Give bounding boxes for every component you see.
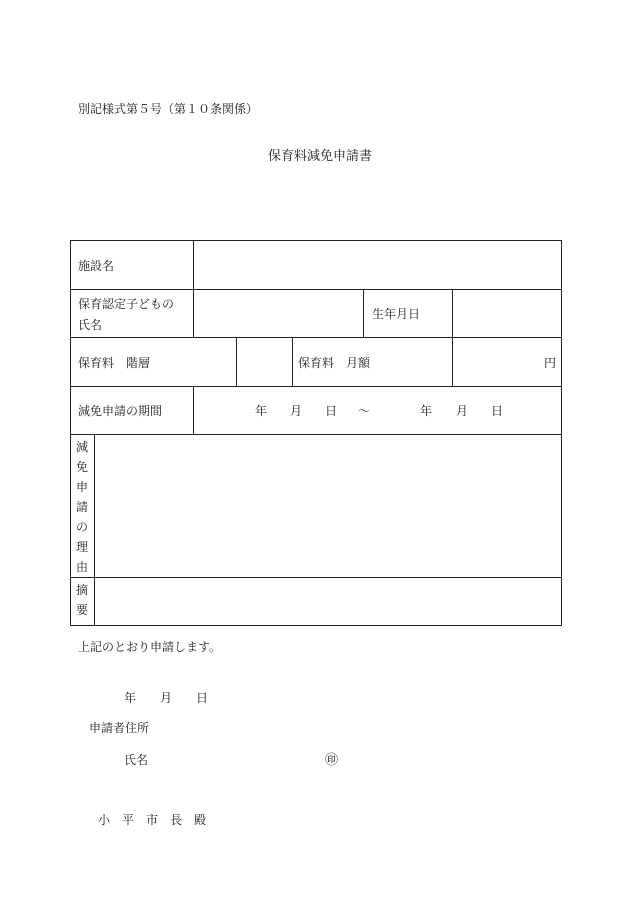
period-label: 減免申請の期間	[78, 404, 163, 418]
date-year: 年	[124, 691, 137, 705]
date-day: 日	[196, 691, 209, 705]
child-name-label-line1: 保育認定子どもの	[78, 297, 175, 311]
facility-name-field[interactable]	[198, 244, 558, 286]
declaration-text: 上記のとおり申請します。	[78, 640, 222, 654]
child-name-label-line2: 氏名	[78, 318, 103, 332]
period-field[interactable]	[198, 389, 558, 431]
date-month: 月	[160, 691, 173, 705]
facility-name-label: 施設名	[78, 259, 115, 273]
seal-mark: ㊞	[325, 753, 339, 768]
reason-label: 減 免 申 請 の 理 由	[75, 440, 88, 574]
period-month-2: 月	[456, 404, 469, 418]
birthdate-field[interactable]	[456, 292, 558, 334]
fee-monthly-field[interactable]	[456, 340, 558, 383]
addressee: 小平市長殿	[98, 813, 219, 827]
period-year-1: 年	[255, 404, 268, 418]
period-month-1: 月	[290, 404, 303, 418]
remarks-field[interactable]	[98, 580, 558, 622]
fee-tier-label: 保育料 階層	[78, 356, 151, 370]
page-title: 保育料減免申請書	[268, 149, 373, 164]
form-number: 別記様式第５号（第１０条関係）	[78, 102, 259, 116]
period-year-2: 年	[420, 404, 433, 418]
reason-field[interactable]	[98, 437, 558, 574]
remarks-label: 摘 要	[75, 583, 88, 617]
yen-unit: 円	[544, 356, 557, 370]
period-day-2: 日	[491, 404, 504, 418]
applicant-address-label: 申請者住所	[89, 721, 150, 735]
period-tilde: ～	[358, 404, 371, 418]
applicant-name-label: 氏名	[124, 753, 149, 767]
birthdate-label: 生年月日	[372, 307, 421, 321]
period-day-1: 日	[325, 404, 338, 418]
fee-tier-field[interactable]	[240, 340, 289, 383]
fee-monthly-label: 保育料 月額	[298, 356, 371, 370]
child-name-field[interactable]	[198, 292, 360, 334]
